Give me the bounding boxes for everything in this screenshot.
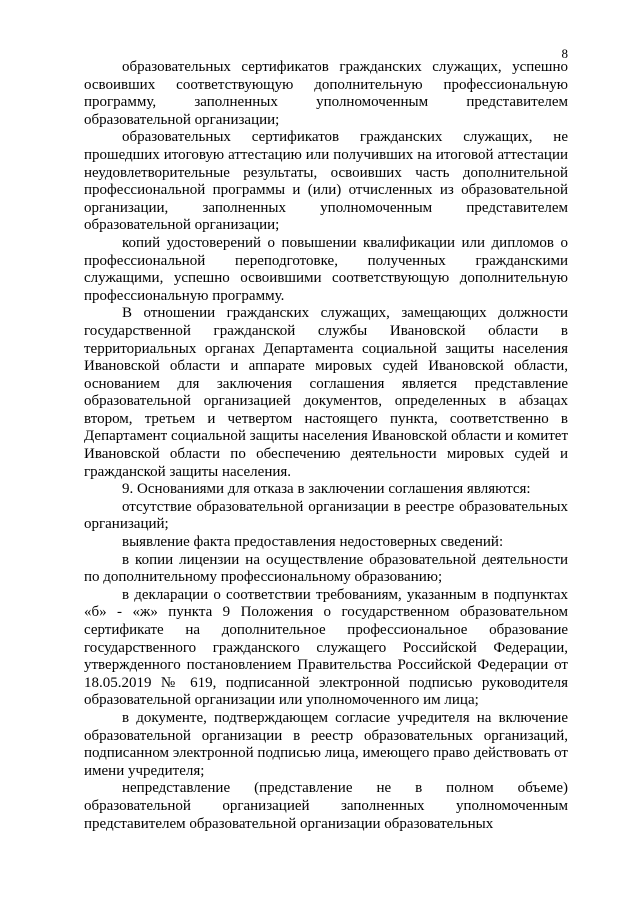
paragraph-territorial-bodies: В отношении гражданских служащих, замещающих должности государственной гражданской службы Ивановской области в территориальных органах Департамента социальной защиты населения Ивановской области и аппарате мировых судей Ивановской области, основанием для заключения соглашения является представление образовательной организацией документов, определенных в абзацах втором, третьем и четвертом настоящего пункта, соответственно в Департамент социальной защиты населения Ивановской области и комитет Ивановской области по обеспечению деятельности мировых судей и гражданской защиты населения.	[84, 305, 568, 480]
paragraph-absence-in-registry: отсутствие образовательной организации в реестре образовательных организаций;	[84, 498, 568, 533]
paragraph-license-copy: в копии лицензии на осуществление образовательной деятельности по дополнительному профессиональному образованию;	[84, 551, 568, 586]
document-body	[84, 59, 568, 833]
paragraph-diploma-copies: копий удостоверений о повышении квалификации или дипломов о профессиональной переподготовке, полученных гражданскими служащими, успешно освоившими соответствующую дополнительную профессиональную программу.	[84, 234, 568, 304]
paragraph-false-information: выявление факта предоставления недостоверных сведений:	[122, 534, 504, 551]
paragraph-certificates-not-passed: образовательных сертификатов гражданских служащих, не прошедших итоговую аттестацию или получивших на итоговой аттестации неудовлетворительные результаты, освоивших часть дополнительной профессиональной программы и (или) отчисленных из образовательной организации, заполненных уполномоченным представителем образовательной организации;	[84, 129, 568, 234]
paragraph-declaration: в декларации о соответствии требованиям, указанным в подпунктах «б» - «ж» пункта 9 Положения о государственном образовательном сертификате на дополнительное профессиональное образование государственного гражданского служащего Российской Федерации, утвержденного постановлением Правительства Российской Федерации от 18.05.2019 № 619, подписанной электронной подписью руководителя образовательной организации или уполномоченного им лица;	[84, 586, 568, 709]
paragraph-certificates-completed: образовательных сертификатов гражданских служащих, успешно освоивших соответствующую дополнительную профессиональную программу, заполненных уполномоченным представителем образовательной организации;	[84, 59, 568, 128]
paragraph-founder-consent: в документе, подтверждающем согласие учредителя на включение образовательной организации в реестр образовательных организаций, подписанном электронной подписью лица, имеющего право действовать от имени учредителя;	[84, 709, 568, 779]
page-number: 8	[561, 46, 568, 61]
paragraph-non-submission: непредставление (представление не в полном объеме) образовательной организацией заполненных уполномоченным представителем образовательной организации образовательных	[84, 780, 568, 832]
paragraph-refusal-grounds: 9. Основаниями для отказа в заключении соглашения являются:	[122, 481, 531, 498]
